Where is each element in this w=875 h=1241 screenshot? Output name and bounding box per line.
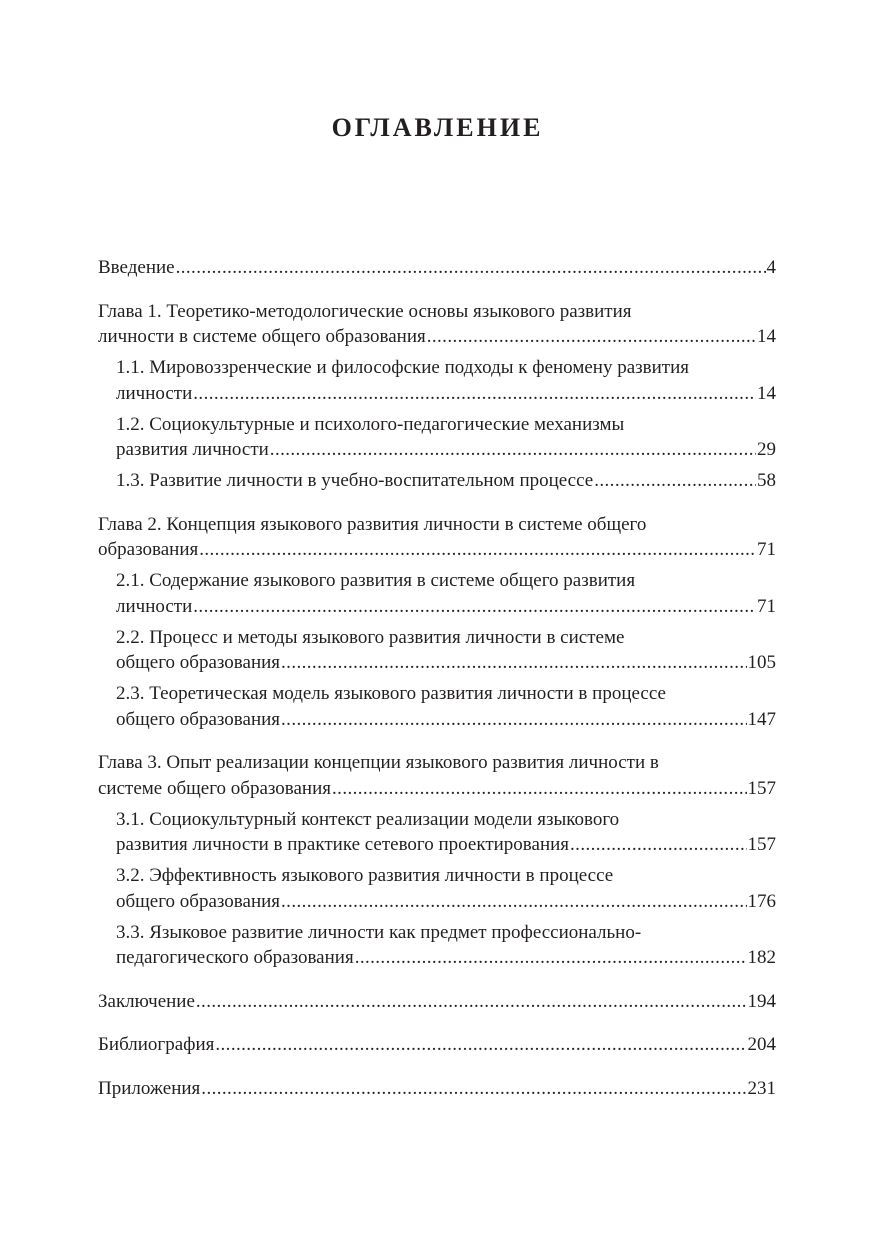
toc-page-number: 105: [747, 652, 776, 673]
toc-page-number: 14: [757, 326, 776, 347]
toc-page-number: 147: [747, 708, 776, 730]
table-of-contents: [98, 255, 776, 1101]
toc-title: ОГЛАВЛЕНИЕ: [331, 113, 544, 142]
toc-entry-text: 1.2. Социокультурные и психолого-педагогические механизмы: [116, 413, 625, 435]
toc-entry-text: общего образования: [116, 890, 281, 912]
dot-leader: [176, 255, 766, 281]
toc-page-number: 4: [766, 257, 776, 278]
toc-entry-text: Заключение: [98, 990, 195, 1012]
toc-entry-text: личности: [116, 595, 193, 617]
toc-entry-text: Глава 3. Опыт реализации концепции языкового развития личности в: [98, 752, 659, 773]
toc-page-number: 71: [757, 595, 776, 617]
toc-entry-section-3-1[interactable]: [98, 807, 776, 858]
toc-entry-text: Глава 2. Концепция языкового развития личности в системе общего: [98, 513, 647, 535]
dot-leader: [199, 537, 756, 563]
dot-leader: [281, 650, 746, 676]
toc-entry-section-1-2[interactable]: [98, 412, 776, 463]
toc-entry-chapter-2[interactable]: [98, 512, 776, 563]
dot-leader: [355, 945, 747, 971]
toc-entry-introduction[interactable]: [98, 255, 776, 281]
toc-entry-text: 2.3. Теоретическая модель языкового развития личности в процессе: [116, 683, 666, 704]
toc-entry-text: 2.1. Содержание языкового развития в системе общего развития: [116, 570, 636, 591]
toc-entry-text: Библиография: [98, 1034, 215, 1055]
dot-leader: [196, 989, 747, 1015]
toc-entry-section-1-3[interactable]: [98, 468, 776, 494]
toc-entry-text: системе общего образования: [98, 777, 332, 799]
toc-page-number: 157: [747, 777, 776, 799]
dot-leader: [594, 468, 756, 494]
toc-entry-chapter-1[interactable]: [98, 299, 776, 350]
dot-leader: [332, 776, 746, 802]
toc-page-number: 71: [757, 539, 776, 560]
dot-leader: [281, 707, 746, 733]
dot-leader: [427, 324, 756, 350]
dot-leader: [193, 594, 756, 620]
toc-entry-text: Глава 1. Теоретико-методологические основы языкового развития: [98, 300, 632, 322]
toc-entry-text: личности: [116, 382, 193, 404]
dot-leader: [281, 889, 746, 915]
toc-entry-text: педагогического образования: [116, 947, 354, 968]
toc-page-number: 194: [747, 990, 776, 1012]
toc-page-number: 231: [747, 1077, 776, 1099]
toc-entry-text: общего образования: [116, 652, 281, 673]
toc-page-number: 58: [757, 470, 776, 491]
dot-leader: [570, 832, 746, 858]
toc-entry-appendices[interactable]: [98, 1076, 776, 1102]
toc-entry-text: общего образования: [116, 708, 281, 730]
dot-leader: [193, 381, 756, 407]
toc-page-number: 29: [757, 439, 776, 460]
toc-page-number: 182: [747, 947, 776, 968]
toc-entry-text: 3.3. Языковое развитие личности как предмет профессионально-: [116, 921, 642, 943]
toc-entry-section-2-3[interactable]: [98, 681, 776, 732]
toc-entry-bibliography[interactable]: [98, 1032, 776, 1058]
toc-entry-text: Приложения: [98, 1077, 201, 1099]
toc-entry-text: 1.3. Развитие личности в учебно-воспитательном процессе: [116, 470, 594, 491]
dot-leader: [270, 437, 756, 463]
toc-entry-section-3-3[interactable]: [98, 920, 776, 971]
toc-entry-text: 3.2. Эффективность языкового развития личности в процессе: [116, 865, 614, 886]
toc-page-number: 204: [747, 1034, 776, 1055]
toc-entry-section-1-1[interactable]: [98, 355, 776, 406]
toc-entry-section-3-2[interactable]: [98, 863, 776, 914]
toc-entry-text: развития личности в практике сетевого проектирования: [116, 834, 570, 855]
toc-entry-text: развития личности: [116, 439, 269, 460]
dot-leader: [215, 1032, 746, 1058]
toc-page-number: 176: [747, 890, 776, 912]
toc-entry-text: Введение: [98, 257, 175, 278]
toc-entry-conclusion[interactable]: [98, 989, 776, 1015]
toc-page-number: 157: [747, 834, 776, 855]
toc-page-number: 14: [757, 382, 776, 404]
toc-entry-chapter-3[interactable]: [98, 750, 776, 801]
dot-leader: [201, 1076, 746, 1102]
toc-entry-text: образования: [98, 539, 199, 560]
toc-entry-text: 3.1. Социокультурный контекст реализации модели языкового: [116, 808, 620, 830]
toc-entry-text: 2.2. Процесс и методы языкового развития личности в системе: [116, 626, 625, 648]
toc-entry-text: 1.1. Мировоззренческие и философские подходы к феномену развития: [116, 357, 689, 378]
toc-entry-section-2-1[interactable]: [98, 568, 776, 619]
toc-entry-text: личности в системе общего образования: [98, 326, 426, 347]
toc-entry-section-2-2[interactable]: [98, 625, 776, 676]
